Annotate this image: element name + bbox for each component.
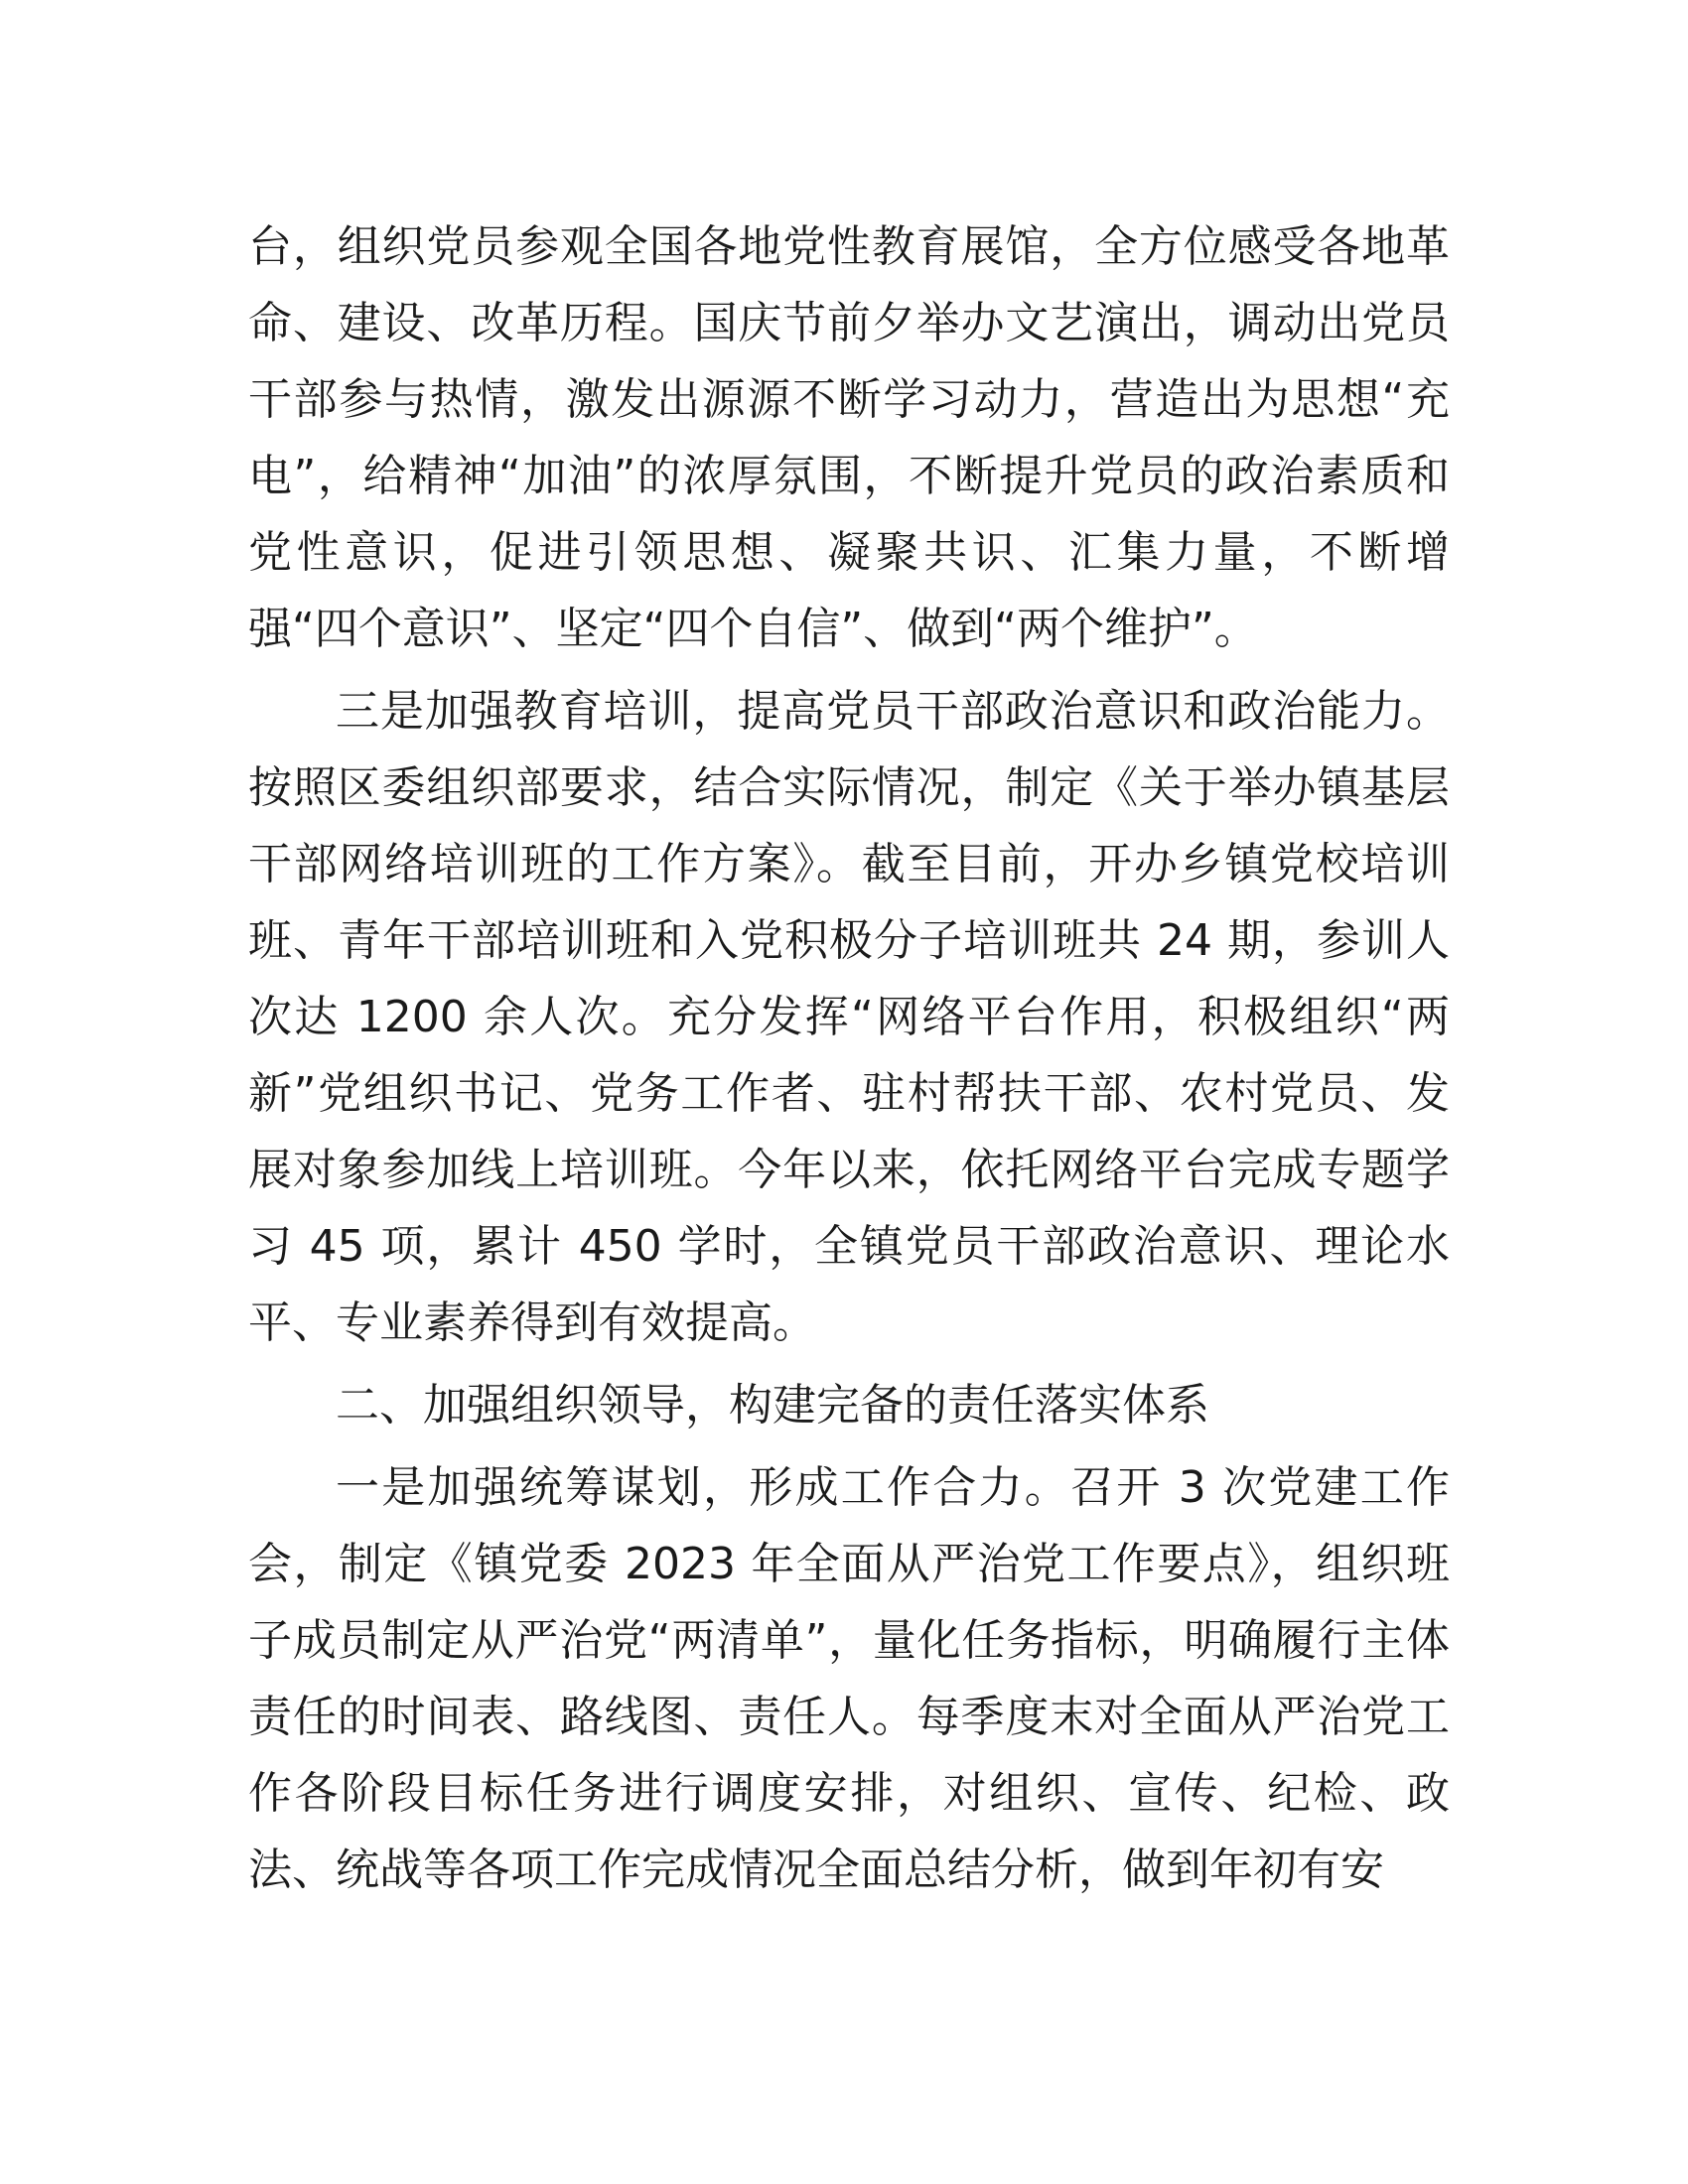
section-heading: 二、加强组织领导，构建完备的责任落实体系 [336, 1380, 1209, 1431]
document-body [248, 208, 1450, 1914]
paragraph-overall-planning: 一是加强统筹谋划，形成工作合力。召开 3 次党建工作会，制定《镇党委 2023 年全面从严治党工作要点》，组织班子成员制定从严治党“两清单”，量化任务指标，明确履行主体责任的时间表、路线图、责任人。每季度末对全面从严治党工作各阶段目标任务进行调度安排，对组织、宣传、纪检、政法、统战等各项工作完成情况全面总结分析，做到年初有安 [248, 1462, 1450, 1895]
paragraph-education-training: 三是加强教育培训，提高党员干部政治意识和政治能力。按照区委组织部要求，结合实际情况，制定《关于举办镇基层干部网络培训班的工作方案》。截至目前，开办乡镇党校培训班、青年干部培训班和入党积极分子培训班共 24 期，参训人次达 1200 余人次。充分发挥“网络平台作用，积极组织“两新”党组织书记、党务工作者、驻村帮扶干部、农村党员、发展对象参加线上培训班。今年以来，依托网络平台完成专题学习 45 项，累计 450 学时，全镇党员干部政治意识、理论水平、专业素养得到有效提高。 [248, 686, 1450, 1348]
paragraph-continuation: 台，组织党员参观全国各地党性教育展馆，全方位感受各地革命、建设、改革历程。国庆节前夕举办文艺演出，调动出党员干部参与热情，激发出源源不断学习动力，营造出为思想“充电”，给精神“加油”的浓厚氛围，不断提升党员的政治素质和党性意识，促进引领思想、凝聚共识、汇集力量，不断增强“四个意识”、坚定“四个自信”、做到“两个维护”。 [248, 221, 1450, 654]
